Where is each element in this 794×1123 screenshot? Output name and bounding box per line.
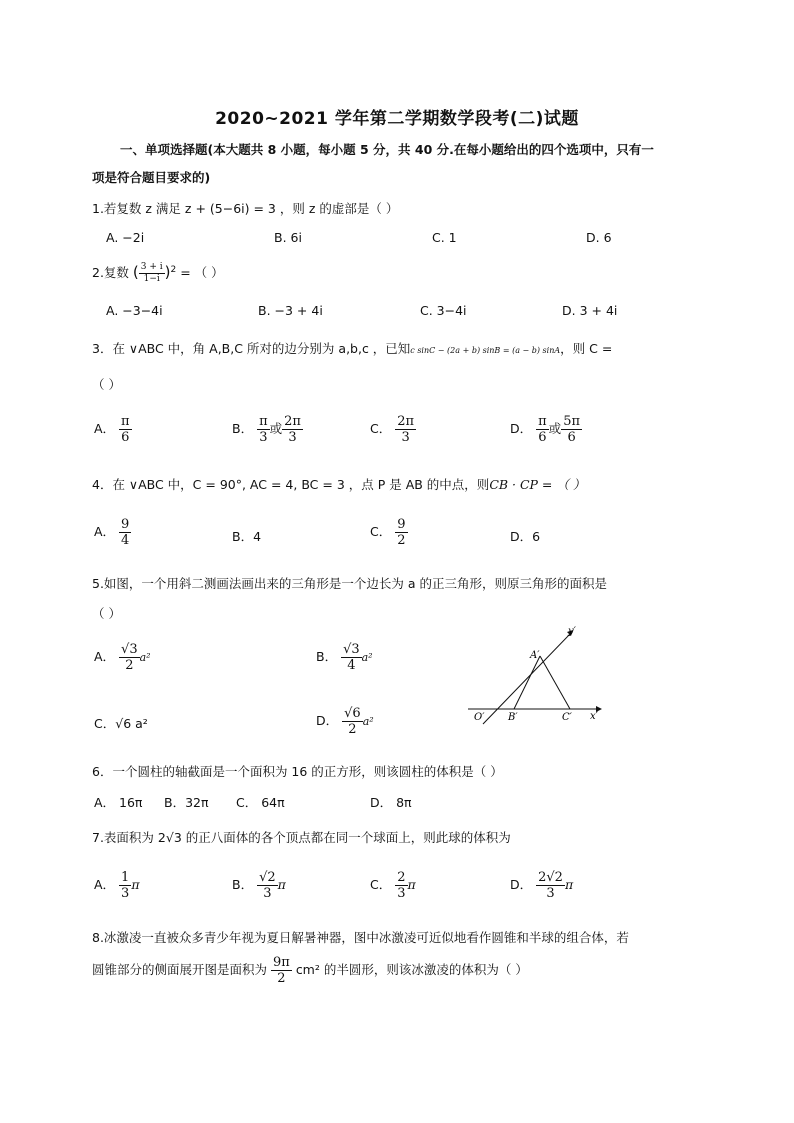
- q3-stem-end: ，则 C =: [560, 341, 613, 356]
- section-heading-line2: 项是符合题目要求的): [92, 170, 211, 185]
- q4-option-d: D．6: [510, 529, 541, 544]
- q5-b-label: B．: [316, 649, 338, 664]
- page-title: 2020~2021 学年第二学期数学段考(二)试题: [215, 109, 579, 129]
- q4-a-num: 9: [121, 517, 130, 532]
- q4-stem-text: 4．在 ∨ABC 中，C = 90°, AC = 4, BC = 3 ，点 P 是 AB 的中点，则: [92, 477, 490, 492]
- q4-option-c: [370, 517, 408, 548]
- q3-a-num: π: [121, 414, 130, 429]
- q8-line2-suffix: cm² 的半圆形，则该冰激凌的体积为（ ）: [295, 962, 528, 977]
- q5-option-b: [316, 642, 373, 673]
- q7-c-tail: π: [407, 877, 416, 892]
- q2-stem-prefix: 2.复数: [92, 265, 129, 280]
- q3-b-num2: 2π: [284, 414, 301, 429]
- q3-a-label: A．: [94, 421, 116, 436]
- q4-option-b: B．4: [232, 529, 262, 544]
- q7-c-num: 2: [397, 870, 406, 885]
- q8-line2: [92, 955, 528, 986]
- q5-option-c: C．√6 a²: [94, 716, 148, 731]
- q4-vector-expression: CB · CP = （ ）: [489, 477, 586, 492]
- q8-line2-prefix: 圆锥部分的侧面展开图是面积为: [92, 962, 268, 977]
- q7-c-den: 3: [397, 886, 406, 901]
- q3-stem: [92, 339, 612, 357]
- q8-line2-num: 9π: [273, 955, 290, 970]
- q7-d-label: D．: [510, 877, 533, 892]
- q3-d-num2: 5π: [563, 414, 581, 429]
- q5-stem: 5.如图，一个用斜二测画法画出来的三角形是一个边长为 a 的正三角形，则原三角形的面积是: [92, 576, 608, 591]
- q1-option-c: C. 1: [432, 230, 457, 245]
- q8-line2-den: 2: [277, 971, 286, 986]
- q3-d-den1: 6: [538, 430, 547, 445]
- q4-option-a: [94, 517, 131, 548]
- q7-a-den: 3: [121, 886, 130, 901]
- q7-d-den: 3: [546, 886, 555, 901]
- q7-a-tail: π: [131, 877, 140, 892]
- q5-paren: （ ）: [92, 606, 121, 621]
- q3-d-or: 或: [548, 421, 562, 436]
- q8-line1: 8.冰激凌一直被众多青少年视为夏日解暑神器，图中冰激凌可近似地看作圆锥和半球的组合体，若: [92, 930, 629, 945]
- oblique-triangle-figure: [468, 620, 608, 730]
- q3-b-num1: π: [259, 414, 268, 429]
- q3-option-b: [232, 414, 303, 445]
- side-a-c: [540, 656, 570, 709]
- q3-option-c: [370, 414, 416, 445]
- q7-option-d: [510, 870, 573, 901]
- q6-option-c: C． 64π: [236, 795, 285, 810]
- q5-a-num: √3: [121, 642, 138, 657]
- q7-stem: 7.表面积为 2√3 的正八面体的各个顶点都在同一个球面上，则此球的体积为: [92, 830, 511, 845]
- q6-option-a: A． 16π: [94, 795, 143, 810]
- q3-paren: （ ）: [92, 377, 121, 392]
- q3-formula: c sinC − (2a + b) sinB = (a − b) sinA: [410, 346, 561, 355]
- q7-b-label: B．: [232, 877, 254, 892]
- q3-b-den1: 3: [259, 430, 268, 445]
- q7-option-a: [94, 870, 140, 901]
- vertex-o-label: O′: [474, 712, 485, 723]
- q3-a-den: 6: [121, 430, 130, 445]
- q3-option-d: [510, 414, 582, 445]
- q4-stem: [92, 475, 585, 493]
- q3-d-label: D．: [510, 421, 533, 436]
- q2-stem-suffix: = （ ）: [180, 265, 224, 280]
- q6-option-b: B．32π: [164, 795, 209, 810]
- q4-c-label: C．: [370, 524, 392, 539]
- section-heading-line1: 一、单项选择题(本大题共 8 小题，每小题 5 分，共 40 分.在每小题给出的四个选项中，只有一: [120, 142, 654, 157]
- q1-option-d: D. 6: [586, 230, 612, 245]
- y-axis: [483, 634, 570, 724]
- q7-d-num: 2√2: [538, 870, 563, 885]
- q4-c-den: 2: [397, 533, 406, 548]
- q3-c-den: 3: [401, 430, 410, 445]
- q7-option-c: [370, 870, 416, 901]
- q2-option-a: A. −3−4i: [106, 303, 163, 318]
- q2-fraction-num: 3 + i: [140, 262, 163, 272]
- q5-a-den: 2: [125, 658, 134, 673]
- q3-b-or: 或: [269, 421, 283, 436]
- q7-option-b: [232, 870, 286, 901]
- q5-d-label: D．: [316, 713, 339, 728]
- y-axis-label: y′: [568, 626, 576, 637]
- q7-d-tail: π: [564, 877, 574, 892]
- q2-fraction-den: 1−i: [143, 274, 160, 284]
- q5-a-label: A．: [94, 649, 116, 664]
- q3-d-den2: 6: [567, 430, 576, 445]
- q6-option-d: D． 8π: [370, 795, 412, 810]
- q3-b-label: B．: [232, 421, 254, 436]
- q2-option-c: C. 3−4i: [420, 303, 467, 318]
- q1-option-b: B. 6i: [274, 230, 302, 245]
- x-axis-label: x′: [590, 711, 598, 722]
- q3-b-den2: 3: [288, 430, 297, 445]
- q2-option-d: D. 3 + 4i: [562, 303, 618, 318]
- q7-a-label: A．: [94, 877, 116, 892]
- q7-a-num: 1: [121, 870, 130, 885]
- q7-c-label: C．: [370, 877, 392, 892]
- q5-option-d: [316, 706, 374, 737]
- q5-a-tail: a²: [139, 651, 151, 664]
- q1-option-a: A. −2i: [106, 230, 145, 245]
- q5-option-a: [94, 642, 151, 673]
- q3-c-label: C．: [370, 421, 392, 436]
- q4-c-num: 9: [397, 517, 406, 532]
- q7-b-num: √2: [259, 870, 276, 885]
- q4-a-label: A．: [94, 524, 116, 539]
- q5-d-num: √6: [344, 706, 361, 721]
- q3-stem-text: 3．在 ∨ABC 中，角 A,B,C 所对的边分别为 a,b,c ，已知: [92, 341, 411, 356]
- q3-c-num: 2π: [397, 414, 415, 429]
- q5-d-den: 2: [348, 722, 357, 737]
- side-b-a: [514, 656, 540, 709]
- q5-b-tail: a²: [361, 651, 373, 664]
- q1-stem: 1.若复数 z 满足 z + (5−6i) = 3 ，则 z 的虚部是（ ）: [92, 201, 399, 216]
- vertex-c-label: C′: [562, 712, 572, 723]
- q5-b-num: √3: [343, 642, 360, 657]
- q7-b-tail: π: [277, 877, 286, 892]
- q3-d-num1: π: [538, 414, 547, 429]
- q5-d-tail: a²: [362, 715, 374, 728]
- q6-stem: 6．一个圆柱的轴截面是一个面积为 16 的正方形，则该圆柱的体积是（ ）: [92, 764, 503, 779]
- vertex-a-label: A′: [530, 650, 540, 661]
- q4-a-den: 4: [121, 533, 130, 548]
- q7-b-den: 3: [263, 886, 272, 901]
- q3-option-a: [94, 414, 132, 445]
- q5-b-den: 4: [347, 658, 356, 673]
- vertex-b-label: B′: [508, 712, 518, 723]
- q2-stem: 2.复数 ( $\frac{3 + i}{1-i}$ )$^2$ = （ ）: [92, 262, 224, 284]
- q2-option-b: B. −3 + 4i: [258, 303, 323, 318]
